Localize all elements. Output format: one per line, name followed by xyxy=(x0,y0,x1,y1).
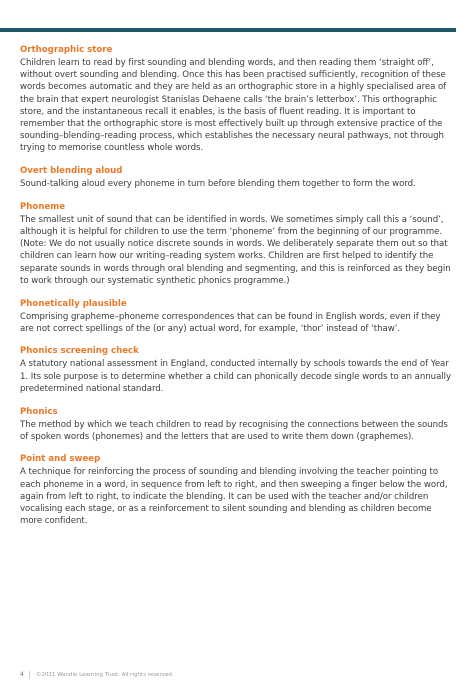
glossary-term: Point and sweep xyxy=(20,454,101,465)
glossary-definition: A technique for reinforcing the process of sounding and blending involving the teacher pointing to each phoneme in a word, in sequence from left to right, and then sweeping a finger below the word, again from left to right, to indicate the blending. It can be used with the teacher and/or children vocalising each stage, or as a reinforcement to silent sounding and blending as children become more confident. xyxy=(20,467,448,527)
glossary-term: Phonics xyxy=(20,406,58,417)
page-number: 4 xyxy=(20,671,24,678)
page-footer xyxy=(20,671,174,679)
glossary-entry-orthographic-store xyxy=(20,45,452,155)
glossary-entry-phoneme xyxy=(20,202,452,287)
glossary-term: Orthographic store xyxy=(20,45,113,55)
footer-divider xyxy=(29,671,30,679)
glossary-list xyxy=(20,45,452,539)
glossary-term: Phoneme xyxy=(20,201,66,212)
glossary-term: Phonetically plausible xyxy=(20,298,127,309)
glossary-entry-phonics-screening-check xyxy=(20,346,452,395)
glossary-definition: Comprising grapheme–phoneme correspondences that can be found in English words, even if they are not correct spellings of the (or any) actual word, for example, ‘thor’ instead of ‘thaw’. xyxy=(20,311,441,334)
glossary-definition: A statutory national assessment in England, conducted internally by schools towards the end of Year 1. Its sole purpose is to determine whether a child can phonically decode single words to an annually predetermined national standard. xyxy=(20,359,451,394)
glossary-term: Overt blending aloud xyxy=(20,166,123,177)
glossary-entry-overt-blending-aloud xyxy=(20,166,452,190)
header-rule xyxy=(0,28,456,32)
glossary-definition: The method by which we teach children to read by recognising the connections between the sounds of spoken words (phonemes) and the letters that are used to write them down (graphemes). xyxy=(20,419,448,442)
glossary-term: Phonics screening check xyxy=(20,346,139,357)
glossary-definition: The smallest unit of sound that can be identified in words. We sometimes simply call this a ‘sound’, although it is helpful for children to use the term ‘phoneme’ from the beginning of our programme. (Note: We do not usually notice discrete sounds in words. We deliberately separate them out so that children can learn how our writing–reading system works. Children are first helped to identify the separate sounds in words through oral blending and segmenting, and this is reinforced as they begin to work through our systematic synthetic phonics programme.) xyxy=(20,214,451,286)
glossary-entry-phonetically-plausible xyxy=(20,299,452,335)
glossary-entry-phonics xyxy=(20,407,452,443)
glossary-definition: Children learn to read by first sounding and blending words, and then reading them ‘straight off’, without overt sounding and blending. Once this has been practised sufficiently, recognition of these words becomes automatic and they are held as an orthographic store in a highly specialised area of the brain that expert neurologist Stanislas Dehaene calls ‘the brain’s letterbox’. This orthographic store, and the instantaneous recall it enables, is the basis of fluent reading. It is important to remember that the orthographic store is most effectively built up through extensive practice of the sounding–blending–reading process, which establishes the necessary neural pathways, not through trying to memorise countless whole words. xyxy=(20,58,447,154)
copyright-notice: ©2021 Wandle Learning Trust. All rights reserved. xyxy=(35,672,174,678)
glossary-definition: Sound-talking aloud every phoneme in turn before blending them together to form the word. xyxy=(20,179,416,190)
glossary-entry-point-and-sweep xyxy=(20,454,452,527)
